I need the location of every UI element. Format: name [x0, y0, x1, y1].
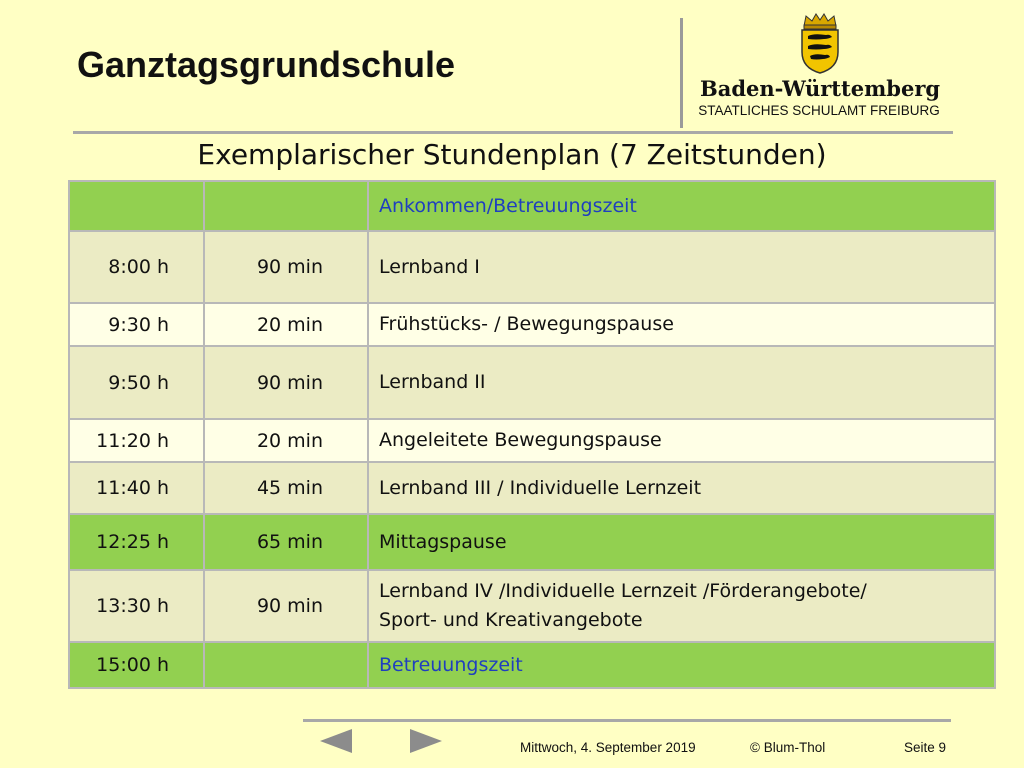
- table-row: [69, 346, 995, 419]
- activity-line-1: Lernband IV /Individuelle Lernzeit /Förderangebote/: [379, 580, 867, 602]
- activity-cell: Betreuungszeit: [368, 642, 995, 688]
- time-cell: 8:00 h: [69, 231, 204, 303]
- duration-cell: 45 min: [204, 462, 368, 514]
- schedule-table: [68, 180, 996, 689]
- time-cell: 15:00 h: [69, 642, 204, 688]
- duration-cell: 20 min: [204, 419, 368, 462]
- table-row: [69, 231, 995, 303]
- table-row: [69, 181, 995, 231]
- time-cell: 11:40 h: [69, 462, 204, 514]
- table-row: [69, 419, 995, 462]
- duration-cell: 20 min: [204, 303, 368, 346]
- header-divider-vertical: [680, 18, 683, 128]
- time-cell: 9:30 h: [69, 303, 204, 346]
- footer-page-number: Seite 9: [904, 740, 947, 755]
- table-row: [69, 462, 995, 514]
- activity-cell: Mittagspause: [368, 514, 995, 570]
- time-cell: 11:20 h: [69, 419, 204, 462]
- activity-cell: Frühstücks- / Bewegungspause: [368, 303, 995, 346]
- triangle-right-icon: [408, 727, 444, 755]
- state-name: Baden-Württemberg: [700, 76, 941, 101]
- page-title: Ganztagsgrundschule: [77, 44, 456, 85]
- activity-line-2: Sport- und Kreativangebote: [379, 609, 643, 631]
- table-row: [69, 570, 995, 642]
- time-cell: 13:30 h: [69, 570, 204, 642]
- footer-date: Mittwoch, 4. September 2019: [520, 740, 696, 755]
- header-divider-horizontal: [73, 131, 953, 134]
- time-cell: [69, 181, 204, 231]
- footer-divider: [303, 719, 951, 722]
- activity-cell: Ankommen/Betreuungszeit: [368, 181, 995, 231]
- duration-cell: 90 min: [204, 231, 368, 303]
- table-row: [69, 514, 995, 570]
- duration-cell: 90 min: [204, 570, 368, 642]
- time-cell: 12:25 h: [69, 514, 204, 570]
- footer-copyright: © Blum-Thol: [750, 740, 826, 755]
- activity-cell: [368, 570, 995, 642]
- activity-cell: Lernband III / Individuelle Lernzeit: [368, 462, 995, 514]
- duration-cell: [204, 642, 368, 688]
- triangle-left-icon: [318, 727, 354, 755]
- activity-cell: Angeleitete Bewegungspause: [368, 419, 995, 462]
- duration-cell: [204, 181, 368, 231]
- duration-cell: 65 min: [204, 514, 368, 570]
- duration-cell: 90 min: [204, 346, 368, 419]
- activity-cell: Lernband II: [368, 346, 995, 419]
- coat-of-arms-icon: [796, 12, 844, 74]
- activity-cell: Lernband I: [368, 231, 995, 303]
- table-row: [69, 642, 995, 688]
- schedule-subtitle: Exemplarischer Stundenplan (7 Zeitstunden): [197, 138, 827, 171]
- office-name: STAATLICHES SCHULAMT FREIBURG: [698, 103, 940, 118]
- time-cell: 9:50 h: [69, 346, 204, 419]
- previous-slide-button[interactable]: [318, 727, 354, 755]
- table-row: [69, 303, 995, 346]
- next-slide-button[interactable]: [408, 727, 444, 755]
